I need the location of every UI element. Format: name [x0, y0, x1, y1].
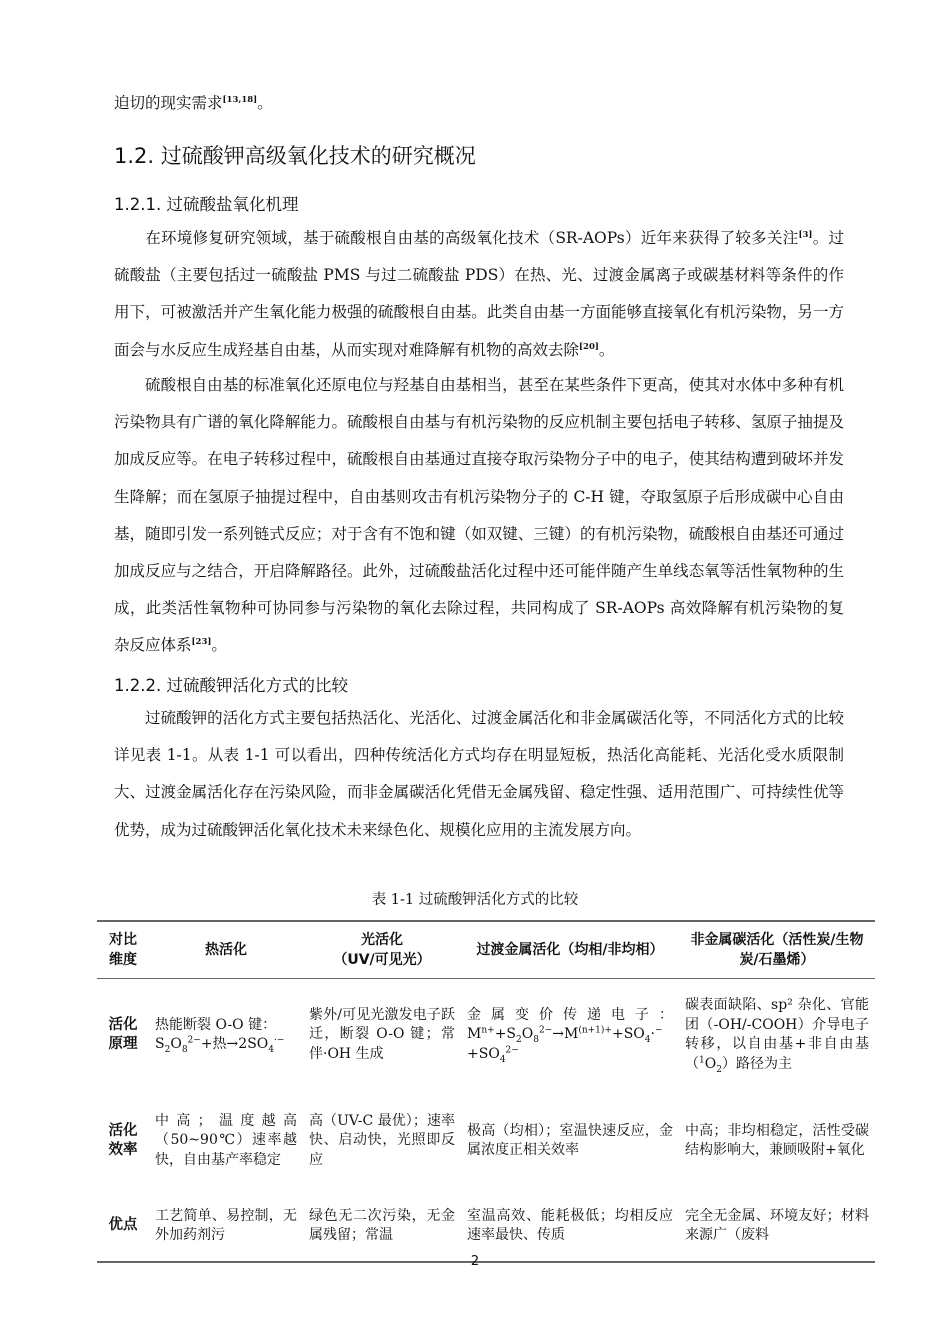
table-row	[97, 1191, 875, 1262]
subscript: 8	[533, 1035, 539, 1046]
section-heading: 1.2. 过硫酸钾高级氧化技术的研究概况	[114, 144, 476, 168]
cell-carbon-efficiency: 中高；非均相稳定，活性受碳结构影响大，兼顾吸附+氧化	[685, 1122, 869, 1158]
superscript: n+	[481, 1025, 495, 1036]
cell-carbon-advantages: 完全无金属、环境友好；材料来源广（废料	[679, 1191, 875, 1262]
paragraph-text: 在环境修复研究领域，基于硫酸根自由基的高级氧化技术（SR-AOPs）近年来获得了较多关注	[145, 229, 799, 247]
paragraph-mechanism-1	[114, 220, 844, 369]
row-label-principle: 活化原理	[108, 1016, 138, 1052]
header-dimension: 对比维度	[97, 921, 149, 979]
header-photo	[303, 921, 461, 979]
paragraph-text: 过硫酸钾的活化方式主要包括热活化、光活化、过渡金属活化和非金属碳活化等，不同活化方式的比较详见表 1-1。从表 1-1 可以看出，四种传统活化方式均存在明显短板，热活化高能耗、光活化受水质限制大、过渡金属活化存在污染风险，而非金属碳活化凭借无金属残留、稳定性强、适用范围广、可持续性优等优势，成为过硫酸钾活化氧化技术未来绿色化、规模化应用的主流发展方向。	[114, 709, 844, 839]
superscript: −	[654, 1025, 663, 1036]
subscript: 4	[499, 1054, 506, 1065]
formula-text: O	[170, 1036, 182, 1052]
formula-text: +S	[494, 1026, 517, 1043]
citation: [3]	[798, 230, 813, 240]
cell-photo-efficiency: 高（UV-C 最优）；速率快、启动快，光照即反应	[309, 1112, 455, 1168]
subscript: 4	[644, 1035, 651, 1046]
paragraph-text: 硫酸根自由基的标准氧化还原电位与羟基自由基相当，甚至在某些条件下更高，使其对水体中多种有机污染物具有广谱的氧化降解能力。硫酸根自由基与有机污染物的反应机制主要包括电子转移、氢原子抽提及加成反应等。在电子转移过程中，硫酸根自由基通过直接夺取污染物分子中的电子，使其结构遭到破坏并发生降解；而在氢原子抽提过程中，自由基则攻击有机污染物分子的 C-H 键，夺取氢原子后形成碳中心自由基，随即引发一系列链式反应；对于含有不饱和键（如双键、三键）的有机污染物，硫酸根自由基还可通过加成反应与之结合，开启降解路径。此外，过硫酸盐活化过程中还可能伴随产生单线态氧等活性氧物种的生成，此类活性氧物种可协同参与污染物的氧化去除过程，共同构成了 SR-AOPs 高效降解有机污染物的复杂反应体系	[114, 376, 844, 655]
formula-text: +热→2SO	[200, 1036, 269, 1052]
intro-text: 迫切的现实需求	[114, 94, 223, 112]
intro-paragraph	[114, 85, 844, 122]
punctuation: 。	[598, 340, 615, 359]
table-header-row	[97, 921, 875, 979]
formula-text: S	[155, 1036, 165, 1052]
formula-text: O	[521, 1026, 534, 1043]
cell-thermal-principle	[149, 979, 303, 1092]
subscript: 4	[268, 1044, 274, 1055]
row-label-efficiency: 活化效率	[108, 1122, 138, 1158]
formula-text: O	[704, 1055, 717, 1072]
page-number: 2	[470, 1254, 480, 1269]
subscript: 2	[164, 1044, 171, 1055]
formula-text: ·	[650, 1026, 655, 1043]
cell-metal-efficiency: 极高（均相）；室温快速反应，金属浓度正相关效率	[467, 1122, 673, 1158]
cell-thermal-advantages: 工艺简单、易控制，无外加药剂污	[149, 1191, 303, 1262]
superscript: ·−	[274, 1035, 285, 1046]
paragraph-activation-comparison	[114, 700, 844, 849]
formula-text: +SO	[467, 1045, 500, 1062]
punctuation: 。	[257, 94, 273, 112]
row-label-advantages: 优点	[97, 1191, 149, 1262]
subscript: 2	[716, 1064, 722, 1075]
cell-text: 金属变价传递电子：M	[467, 1006, 673, 1043]
table-row	[97, 1091, 875, 1191]
cell-thermal-efficiency: 中高；温度越高（50~90℃）速率越快，自由基产率稳定	[155, 1112, 297, 1168]
cell-text: 碳表面缺陷、sp² 杂化、官能团（-OH/-COOH）介导电子转移，以自由基+非自由基（	[685, 997, 869, 1072]
table-caption: 表 1-1 过硫酸钾活化方式的比较	[371, 892, 579, 908]
superscript: 2−	[187, 1035, 201, 1046]
paragraph-mechanism-2	[114, 367, 844, 665]
subscript: 2	[516, 1035, 522, 1046]
cell-text: 热能断裂 O-O 键：	[155, 1016, 277, 1033]
cell-carbon-principle	[679, 979, 875, 1092]
paragraph-text: 。过硫酸盐（主要包括过一硫酸盐 PMS 与过二硫酸盐 PDS）在热、光、过渡金属离子或碳基材料等条件的作用下，可被激活并产生氧化能力极强的硫酸根自由基。此类自由基一方面能够直接氧化有机污染物，另一方面会与水反应生成羟基自由基，从而实现对难降解有机物的高效去除	[114, 229, 844, 359]
citation: [23]	[191, 637, 212, 648]
cell-photo-advantages: 绿色无二次污染，无金属残留；常温	[303, 1191, 461, 1262]
subsection-heading-1-2-1: 1.2.1. 过硫酸盐氧化机理	[114, 195, 299, 214]
header-photo-line1: 光活化	[361, 932, 403, 948]
header-metal: 过渡金属活化（均相/非均相）	[461, 921, 679, 979]
formula-text: →M	[552, 1026, 579, 1043]
comparison-table	[97, 920, 875, 1263]
header-photo-line2: （UV/可见光）	[333, 952, 431, 968]
subscript: 8	[181, 1044, 188, 1055]
punctuation: 。	[211, 636, 227, 655]
superscript: 1	[699, 1054, 705, 1065]
table-row	[97, 979, 875, 1092]
header-carbon: 非金属碳活化（活性炭/生物炭/石墨烯）	[679, 921, 875, 979]
citation: [20]	[579, 341, 599, 352]
superscript: 2−	[538, 1025, 553, 1036]
subsection-heading-1-2-2: 1.2.2. 过硫酸钾活化方式的比较	[114, 676, 348, 695]
header-thermal: 热活化	[149, 921, 303, 979]
cell-photo-principle: 紫外/可见光激发电子跃迁，断裂 O-O 键；常伴·OH 生成	[309, 1006, 455, 1062]
citation: [13,18]	[222, 95, 258, 105]
formula-text: +SO	[611, 1026, 645, 1043]
cell-metal-principle	[461, 979, 679, 1092]
superscript: (n+1)+	[578, 1025, 612, 1036]
cell-text: ）路径为主	[721, 1055, 792, 1072]
superscript: 2−	[505, 1045, 519, 1056]
cell-metal-advantages: 室温高效、能耗极低；均相反应速率最快、传质	[461, 1191, 679, 1262]
